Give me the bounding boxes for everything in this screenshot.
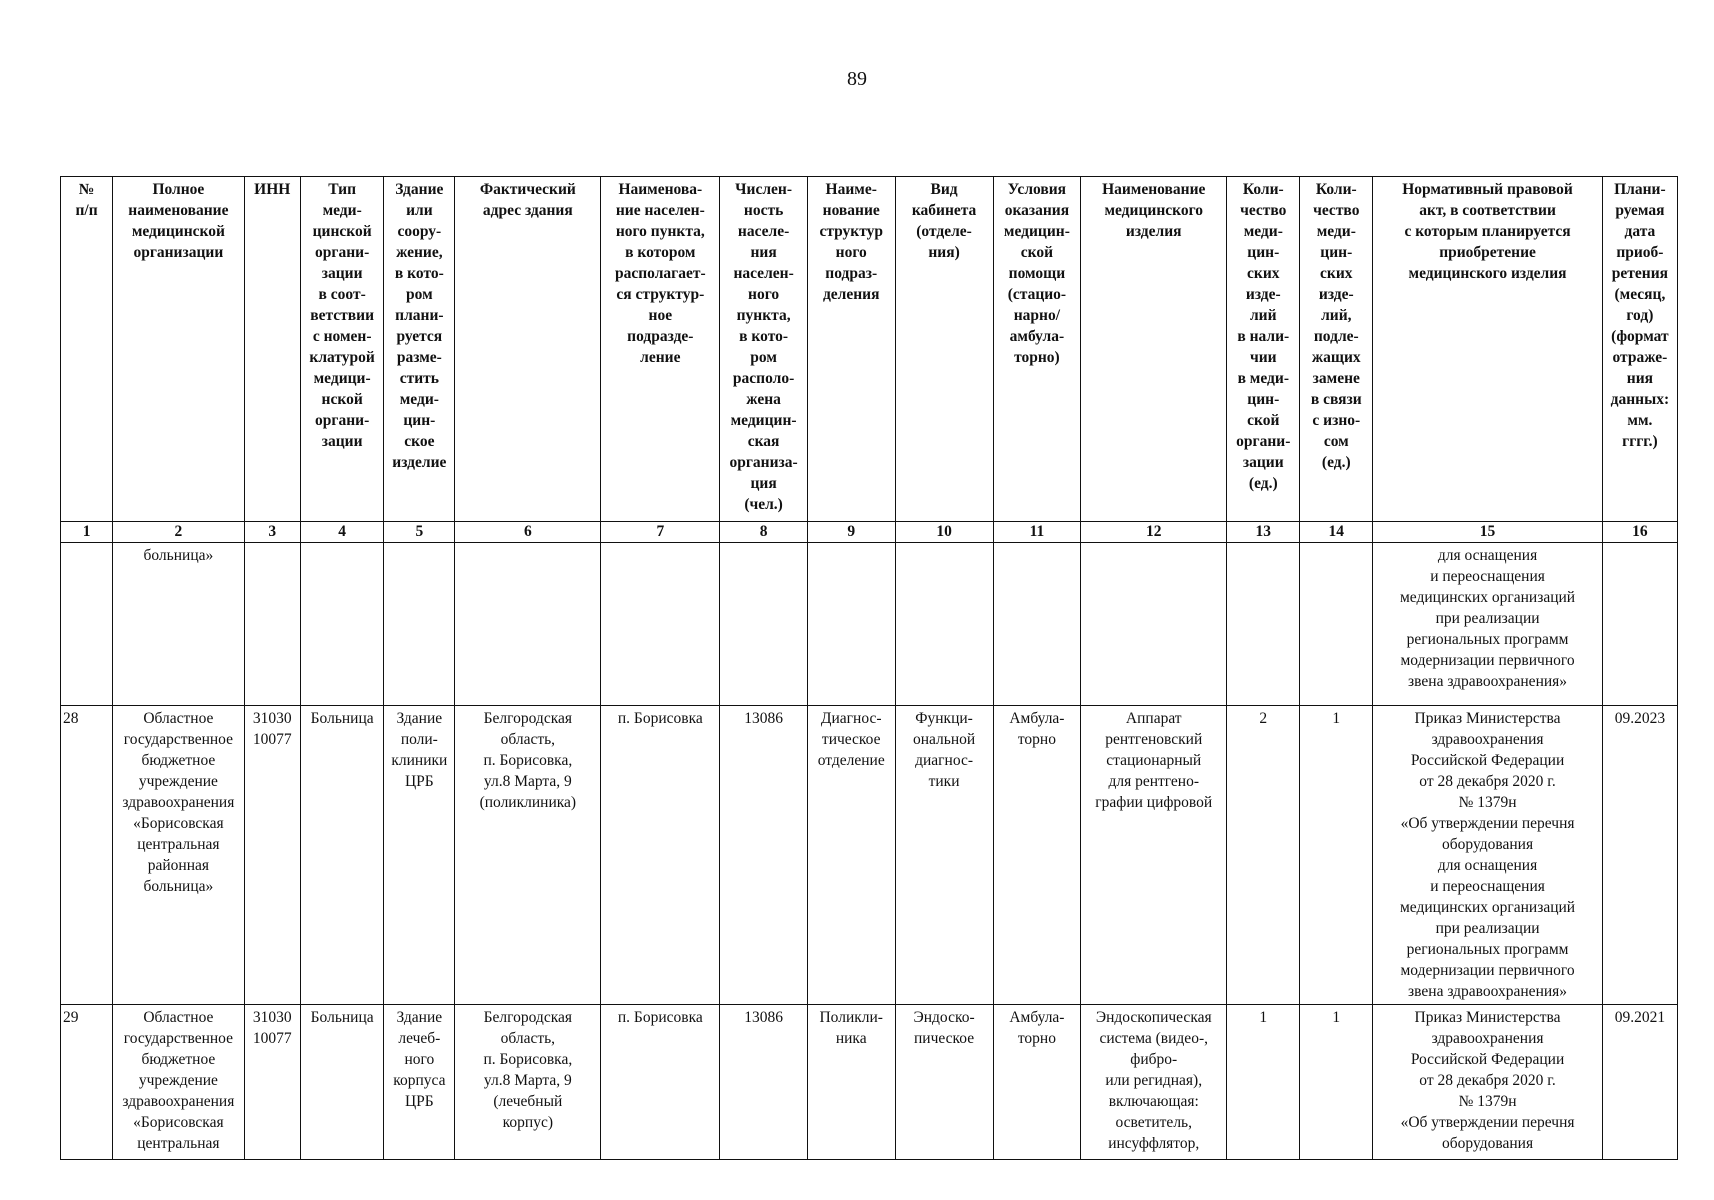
- header-cell: № п/п: [61, 177, 113, 522]
- column-number: 5: [384, 522, 455, 543]
- table-cell: больница»: [113, 543, 244, 706]
- header-cell: Здание или соору- жение, в кото- ром плани- руется разме- стить меди- цин- ское изделие: [384, 177, 455, 522]
- header-cell: ИНН: [244, 177, 300, 522]
- header-cell: Наименование медицинского изделия: [1081, 177, 1227, 522]
- column-number: 4: [300, 522, 383, 543]
- table-cell: [720, 543, 808, 706]
- column-number: 14: [1300, 522, 1373, 543]
- table-cell: [1300, 543, 1373, 706]
- table-cell: Эндоскопическая система (видео-, фибро- или регидная), включающая: осветитель, инсуффлятор,: [1081, 1005, 1227, 1160]
- header-cell: Полное наименование медицинской организации: [113, 177, 244, 522]
- table-cell: 09.2023: [1602, 706, 1677, 1005]
- header-cell: Наиме- нование структур ного подраз- деления: [807, 177, 895, 522]
- table-cell: 1: [1300, 706, 1373, 1005]
- column-number: 11: [993, 522, 1081, 543]
- table-cell: Белгородская область, п. Борисовка, ул.8 Марта, 9 (поликлиника): [455, 706, 601, 1005]
- table-cell: Амбула- торно: [993, 706, 1081, 1005]
- table-cell: Эндоско- пическое: [895, 1005, 993, 1160]
- table-cell: Больница: [300, 706, 383, 1005]
- table-cell: Амбула- торно: [993, 1005, 1081, 1160]
- table-cell: [61, 543, 113, 706]
- table-cell: [300, 543, 383, 706]
- header-row: [61, 177, 1678, 522]
- table-cell: 13086: [720, 706, 808, 1005]
- table-cell: п. Борисовка: [601, 706, 720, 1005]
- table-cell: для оснащения и переоснащения медицинских организаций при реализации региональных программ модернизации первичного звена здравоохранения»: [1373, 543, 1603, 706]
- table-cell: Приказ Министерства здравоохранения Российской Федерации от 28 декабря 2020 г. № 1379н «Об утверждении перечня оборудования для оснащения и переоснащения медицинских организаций при реализации региональных программ модернизации первичного звена здравоохранения»: [1373, 706, 1603, 1005]
- table-cell: 31030 10077: [244, 706, 300, 1005]
- header-cell: Наименова- ние населен- ного пункта, в котором располагает- ся структур- ное подразде- ление: [601, 177, 720, 522]
- page-number: 89: [847, 68, 867, 90]
- header-cell: Нормативный правовой акт, в соответствии с которым планируется приобретение медицинского изделия: [1373, 177, 1603, 522]
- column-number: 16: [1602, 522, 1677, 543]
- header-cell: Числен- ность населе- ния населен- ного пункта, в кото- ром располо- жена медицин- ская организа- ция (чел.): [720, 177, 808, 522]
- table-cell: [1081, 543, 1227, 706]
- table-cell: Здание лечеб- ного корпуса ЦРБ: [384, 1005, 455, 1160]
- table-cell: п. Борисовка: [601, 1005, 720, 1160]
- column-number: 9: [807, 522, 895, 543]
- equipment-table-wrapper: [60, 176, 1678, 1160]
- table-cell: Аппарат рентгеновский стационарный для рентгено- графии цифровой: [1081, 706, 1227, 1005]
- column-number: 12: [1081, 522, 1227, 543]
- column-number: 15: [1373, 522, 1603, 543]
- table-row: [61, 543, 1678, 706]
- header-cell: Фактический адрес здания: [455, 177, 601, 522]
- header-cell: Вид кабинета (отделе- ния): [895, 177, 993, 522]
- table-cell: Приказ Министерства здравоохранения Российской Федерации от 28 декабря 2020 г. № 1379н «Об утверждении перечня оборудования: [1373, 1005, 1603, 1160]
- table-cell: 28: [61, 706, 113, 1005]
- table-cell: [807, 543, 895, 706]
- column-number: 10: [895, 522, 993, 543]
- column-number: 8: [720, 522, 808, 543]
- column-number: 13: [1227, 522, 1300, 543]
- header-cell: Коли- чество меди- цин- ских изде- лий, подле- жащих замене в связи с изно- сом (ед.): [1300, 177, 1373, 522]
- header-cell: Условия оказания медицин- ской помощи (стацио- нарно/ амбула- торно): [993, 177, 1081, 522]
- table-cell: Областное государственное бюджетное учреждение здравоохранения «Борисовская центральная районная больница»: [113, 706, 244, 1005]
- table-cell: [244, 543, 300, 706]
- table-cell: [993, 543, 1081, 706]
- header-cell: Тип меди- цинской органи- зации в соот- ветствии с номен- клатурой медици- нской органи- зации: [300, 177, 383, 522]
- table-cell: 13086: [720, 1005, 808, 1160]
- table-cell: Здание поли- клиники ЦРБ: [384, 706, 455, 1005]
- table-cell: 1: [1227, 1005, 1300, 1160]
- table-row: [61, 706, 1678, 1005]
- column-number-row: [61, 522, 1678, 543]
- table-cell: 29: [61, 1005, 113, 1160]
- table-cell: [384, 543, 455, 706]
- table-row: [61, 1005, 1678, 1160]
- table-cell: 09.2021: [1602, 1005, 1677, 1160]
- table-cell: Областное государственное бюджетное учреждение здравоохранения «Борисовская центральная: [113, 1005, 244, 1160]
- header-cell: Коли- чество меди- цин- ских изде- лий в нали- чии в меди- цин- ской органи- зации (ед.): [1227, 177, 1300, 522]
- table-cell: Белгородская область, п. Борисовка, ул.8 Марта, 9 (лечебный корпус): [455, 1005, 601, 1160]
- table-cell: [1602, 543, 1677, 706]
- table-cell: 2: [1227, 706, 1300, 1005]
- header-cell: Плани- руемая дата приоб- ретения (месяц, год) (формат отраже- ния данных: мм. гггг.): [1602, 177, 1677, 522]
- column-number: 1: [61, 522, 113, 543]
- column-number: 3: [244, 522, 300, 543]
- equipment-table: [60, 176, 1678, 1160]
- column-number: 6: [455, 522, 601, 543]
- table-cell: Больница: [300, 1005, 383, 1160]
- table-cell: [1227, 543, 1300, 706]
- table-cell: [455, 543, 601, 706]
- table-cell: 1: [1300, 1005, 1373, 1160]
- column-number: 7: [601, 522, 720, 543]
- table-cell: Диагнос- тическое отделение: [807, 706, 895, 1005]
- table-cell: [895, 543, 993, 706]
- table-cell: Функци- ональной диагнос- тики: [895, 706, 993, 1005]
- column-number: 2: [113, 522, 244, 543]
- table-cell: 31030 10077: [244, 1005, 300, 1160]
- table-cell: Поликли- ника: [807, 1005, 895, 1160]
- table-cell: [601, 543, 720, 706]
